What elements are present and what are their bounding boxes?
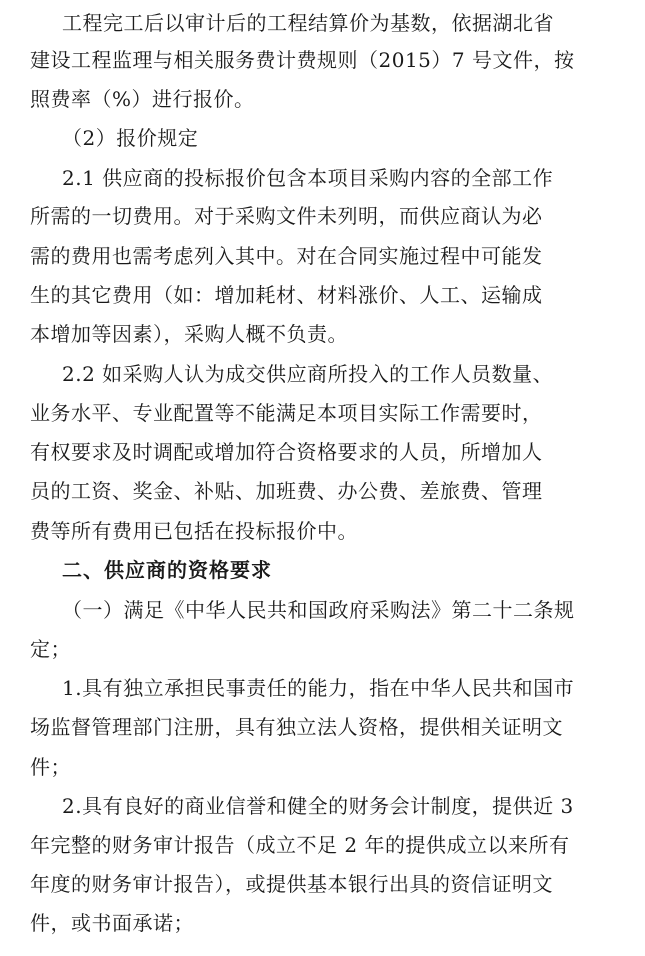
paragraph-line: 本增加等因素），采购人概不负责。	[30, 322, 348, 346]
sub-heading: （2）报价规定	[62, 126, 199, 150]
paragraph-line: 年度的财务审计报告），或提供基本银行出具的资信证明文	[30, 872, 553, 896]
paragraph-line: 定；	[30, 637, 71, 661]
paragraph-line: （一）满足《中华人民共和国政府采购法》第二十二条规	[62, 598, 575, 622]
paragraph-line: 员的工资、奖金、补贴、加班费、办公费、差旅费、管理	[30, 479, 543, 503]
paragraph-line: 件；	[30, 755, 71, 779]
paragraph-line: 建设工程监理与相关服务费计费规则（2015）7 号文件，按	[30, 48, 575, 72]
paragraph-line: 生的其它费用（如：增加耗材、材料涨价、人工、运输成	[30, 283, 543, 307]
section-heading: 二、供应商的资格要求	[62, 558, 272, 582]
paragraph-line: 2.具有良好的商业信誉和健全的财务会计制度，提供近 3	[62, 794, 574, 818]
paragraph-line: 2.2 如采购人认为成交供应商所投入的工作人员数量、	[62, 362, 554, 386]
paragraph-line: 2.1 供应商的投标报价包含本项目采购内容的全部工作	[62, 166, 554, 190]
paragraph-line: 照费率（%）进行报价。	[30, 87, 255, 111]
paragraph-line: 工程完工后以审计后的工程结算价为基数，依据湖北省	[62, 11, 554, 35]
paragraph-line: 需的费用也需考虑列入其中。对在合同实施过程中可能发	[30, 244, 543, 268]
paragraph-line: 年完整的财务审计报告（成立不足 2 年的提供成立以来所有	[30, 833, 570, 857]
paragraph-line: 费等所有费用已包括在投标报价中。	[30, 519, 358, 543]
paragraph-line: 所需的一切费用。对于采购文件未列明，而供应商认为必	[30, 204, 543, 228]
paragraph-line: 有权要求及时调配或增加符合资格要求的人员，所增加人	[30, 440, 543, 464]
paragraph-line: 业务水平、专业配置等不能满足本项目实际工作需要时，	[30, 401, 543, 425]
paragraph-line: 场监督管理部门注册，具有独立法人资格，提供相关证明文	[30, 715, 563, 739]
paragraph-line: 1.具有独立承担民事责任的能力，指在中华人民共和国市	[62, 676, 575, 700]
paragraph-line: 件，或书面承诺；	[30, 911, 194, 935]
